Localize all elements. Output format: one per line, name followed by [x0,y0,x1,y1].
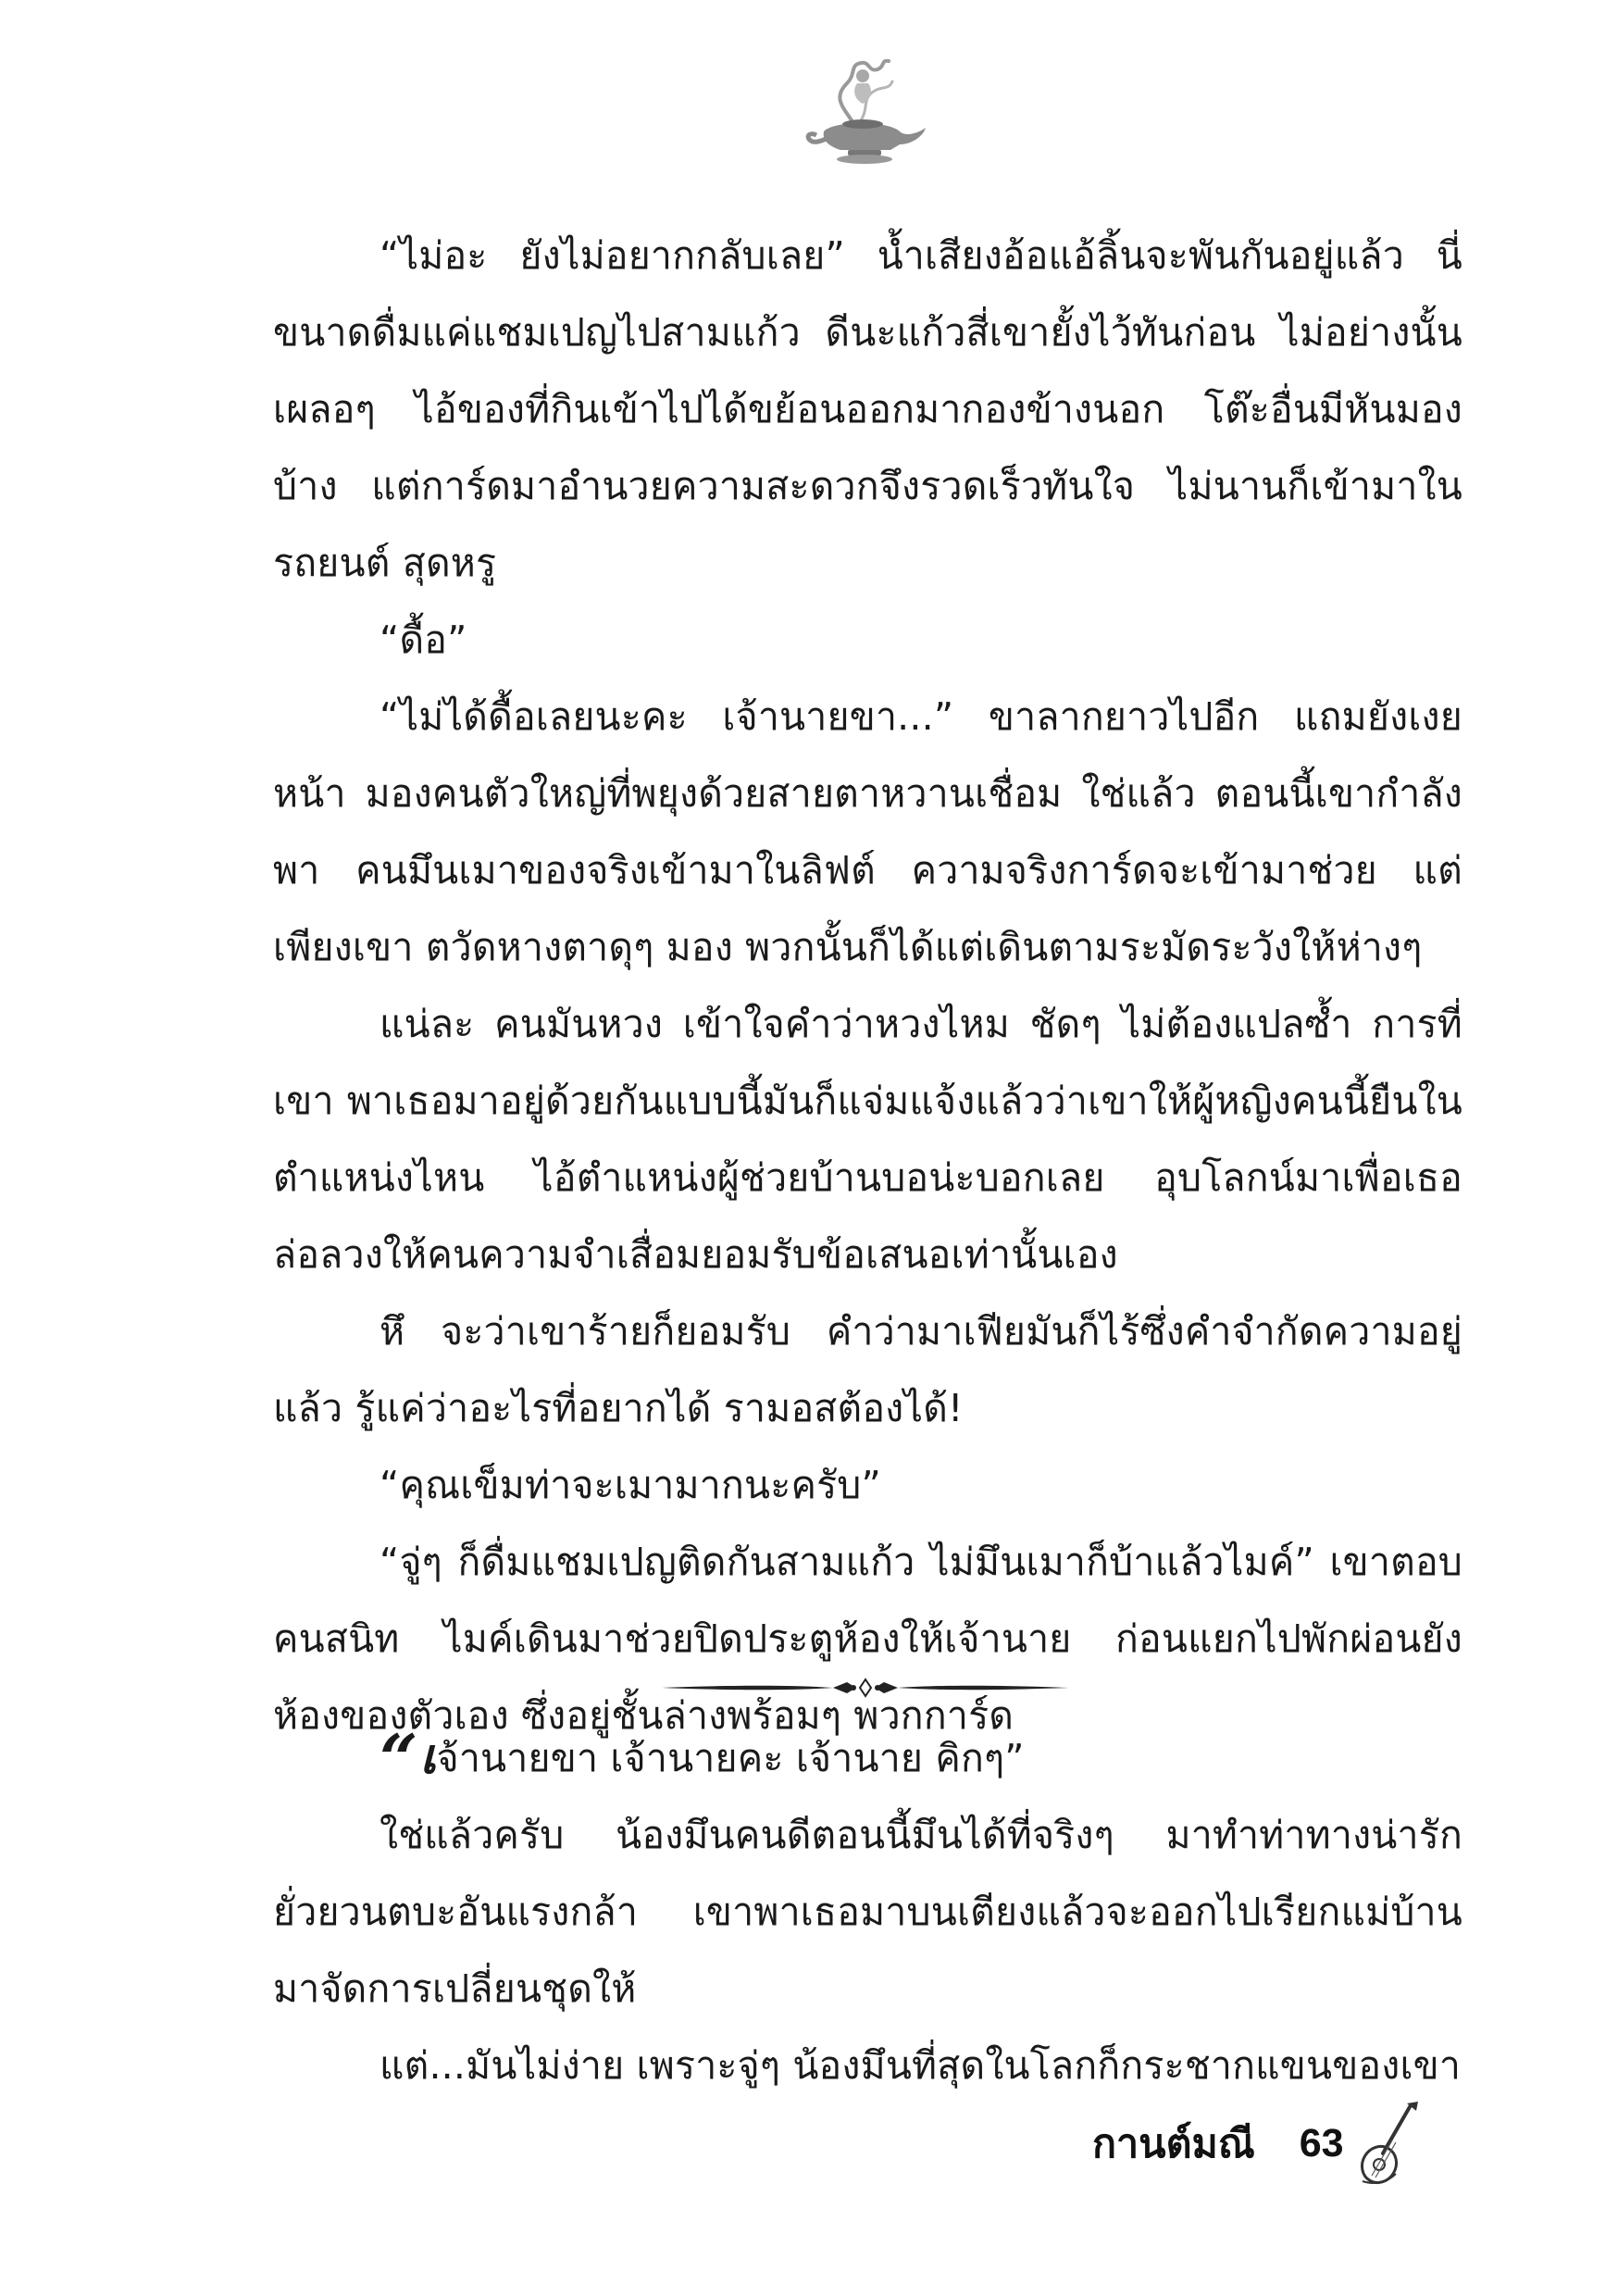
paragraph-dropcap [273,1719,1462,1797]
dropcap-letter: เ [419,1729,437,1785]
scene-divider [662,1674,1069,1702]
paragraph: แต่...มันไม่ง่าย เพราะจู่ๆ น้องมึนที่สุดในโลกก็กระชากแขนของเขา [380,2043,1462,2088]
paragraph: “ไม่ได้ดื้อเลยนะคะ เจ้านายขา...” ขาลากยาวไปอีก แถมยังเงยหน้า มองคนตัวใหญ่ที่พยุงด้วยสายตาหวานเชื่อม ใช่แล้ว ตอนนี้เขากำลังพา คนมึนเมาของจริงเข้ามาในลิฟต์ ความจริงการ์ดจะเข้ามาช่วย แต่เพียงเขา ตวัดหางตาดุๆ มอง พวกนั้นก็ได้แต่เดินตามระมัดระวังให้ห่างๆ [273,694,1462,969]
paragraph: แน่ละ คนมันหวง เข้าใจคำว่าหวงไหม ชัดๆ ไม่ต้องแปลซ้ำ การที่เขา พาเธอมาอยู่ด้วยกันแบบนี้มันก็แจ่มแจ้งแล้วว่าเขาให้ผู้หญิงคนนี้ยืนใน ตำแหน่งไหน ไอ้ตำแหน่งผู้ช่วยบ้านบอน่ะบอกเลย อุบโลกน์มาเพื่อเธอ ล่อลวงให้คนความจำเสื่อมยอมรับข้อเสนอเท่านั้นเอง [273,1002,1462,1277]
paragraph: ใช่แล้วครับ น้องมึนคนดีตอนนี้มึนได้ที่จริงๆ มาทำท่าทางน่ารัก ยั่วยวนตบะอันแรงกล้า เขาพาเธอมาบนเตียงแล้วจะออกไปเรียกแม่บ้าน มาจัดการเปลี่ยนชุดให้ [273,1813,1462,2011]
lute-icon [1355,2100,1429,2188]
author-name: กานต์มณี [1092,2121,1255,2167]
paragraph: “จู่ๆ ก็ดื่มแชมเปญติดกันสามแก้ว ไม่มึนเมาก็บ้าแล้วไมค์” เขาตอบ คนสนิท ไมค์เดินมาช่วยปิดประตูห้องให้เจ้านาย ก่อนแยกไปพักผ่อนยัง ห้องของตัวเอง ซึ่งอยู่ชั้นล่างพร้อมๆ พวกการ์ด [273,1540,1462,1738]
page-number: 63 [1299,2120,1344,2165]
page-footer [1092,2097,1481,2190]
paragraph: “ไม่อะ ยังไม่อยากกลับเลย” น้ำเสียงอ้อแอ้ลิ้นจะพันกันอยู่แล้ว นี่ขนาดดื่มแค่แชมเปญไปสามแก้ว ดีนะแก้วสี่เขายั้งไว้ทันก่อน ไม่อย่างนั้น เผลอๆ ไอ้ของที่กินเข้าไปได้ขย้อนออกมากองข้างนอก โต๊ะอื่นมีหันมองบ้าง แต่การ์ดมาอำนวยความสะดวกจึงรวดเร็วทันใจ ไม่นานก็เข้ามาในรถยนต์ สุดหรู [273,233,1462,585]
body-text [273,218,1462,1754]
scene-two-text [273,1719,1462,2104]
paragraph-rest: จ้านายขา เจ้านายคะ เจ้านาย คิกๆ” [436,1736,1025,1780]
genie-lamp-icon [796,56,935,167]
dropcap-quote: “ [380,1719,418,1798]
paragraph: “ดื้อ” [380,618,467,662]
paragraph: “คุณเข็มท่าจะเมามากนะครับ” [380,1463,881,1507]
paragraph: หึ จะว่าเขาร้ายก็ยอมรับ คำว่ามาเฟียมันก็ไร้ซึ่งคำจำกัดความอยู่แล้ว รู้แค่ว่าอะไรที่อยากได้ รามอสต้องได้! [273,1309,1462,1430]
